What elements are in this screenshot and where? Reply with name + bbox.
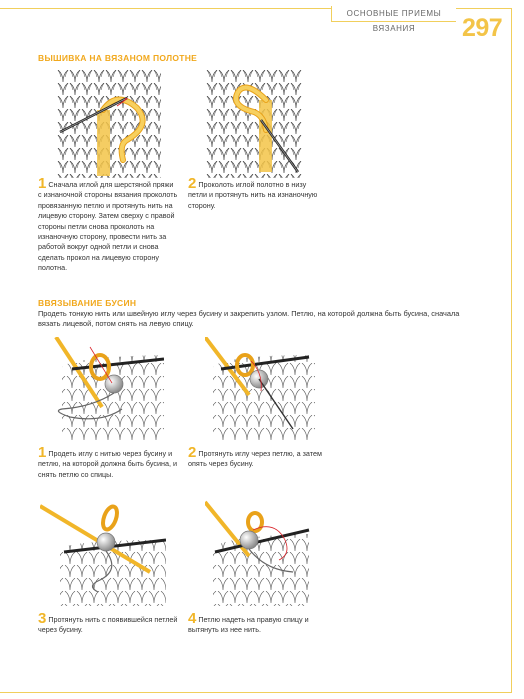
running-header: ОСНОВНЫЕ ПРИЕМЫ ВЯЗАНИЯ <box>331 6 456 22</box>
embroidery-section-title: ВЫШИВКА НА ВЯЗАНОМ ПОЛОТНЕ <box>38 53 198 63</box>
beads-step4-caption: 4 Петлю надеть на правую спицу и вытянуть из нее нить. <box>188 610 309 635</box>
beads-section-title: ВВЯЗЫВАНИЕ БУСИН <box>38 298 137 308</box>
beads-step1-illustration <box>42 337 164 441</box>
beads-step4-illustration <box>205 500 315 606</box>
beads-step2-caption: 2 Протянуть иглу через петлю, а затем опять через бусину. <box>188 444 322 469</box>
embroidery-step2-illustration <box>206 70 302 178</box>
beads-step3-caption: 3 Протянуть нить с появившейся петлей через бусину. <box>38 610 178 635</box>
beads-intro: Продеть тонкую нить или швейную иглу через бусину и закрепить узлом. Петлю, на которой должна быть бусина, сначала вязать лицевой, потом снять на левую спицу. <box>38 309 460 329</box>
beads-step2-illustration <box>205 337 315 441</box>
embroidery-step1-illustration <box>57 70 161 178</box>
embroidery-step2-caption: 2 Проколоть иглой полотно в низу петли и протянуть нить на изнаночную сторону. <box>188 175 318 210</box>
beads-step3-illustration <box>40 500 166 606</box>
beads-step1-caption: 1 Продеть иглу с нитью через бусину и петлю, на которой должна быть бусина, и снять петлю со спицы. <box>38 444 177 479</box>
page-number: 297 <box>462 14 503 42</box>
embroidery-step1-caption: 1 Сначала иглой для шерстяной пряжи с изнаночной стороны вязания проколоть провязанную петлю и протянуть нить на лицевую сторону. Затем сверху с правой стороны петли снова проколоть на изнаночную сторону, провести нить за работой вокруг одной петли и снова сделать прокол на лицевую сторону полотна. <box>38 175 178 273</box>
